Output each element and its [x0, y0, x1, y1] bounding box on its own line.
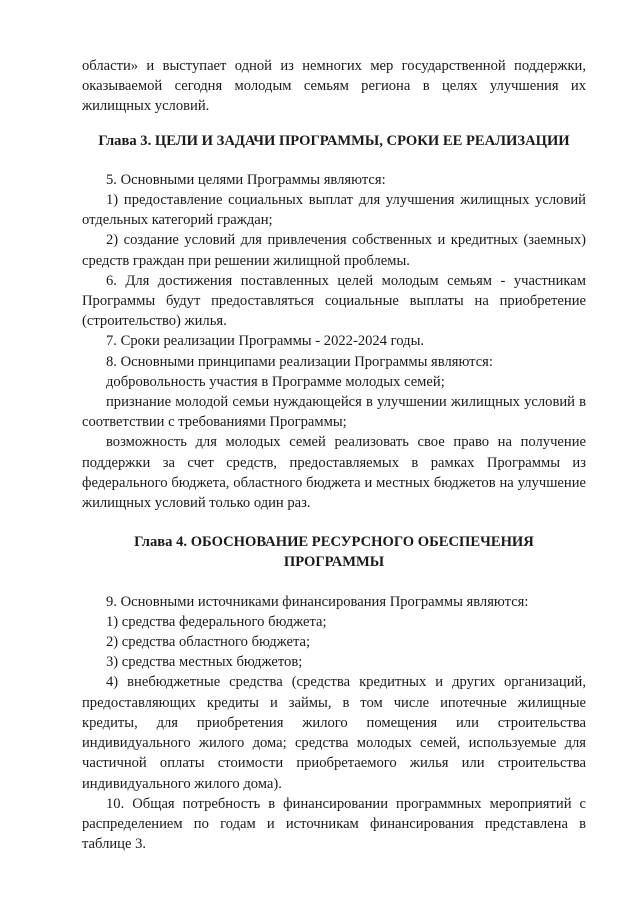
chapter-4-heading-line-2: ПРОГРАММЫ [283, 554, 385, 571]
principle-item-1: добровольность участия в Программе молодых семей; [106, 373, 445, 390]
source-item-3: 3) средства местных бюджетов; [106, 654, 303, 671]
intro-paragraph: области» и выступает одной из немногих мер государственной поддержки, оказываемой сегодня молодым семьям региона в целях улучшения их жилищных условий. [82, 58, 586, 115]
goal-item-2: 2) создание условий для привлечения собственных и кредитных (заемных) средств граждан при решении жилищной проблемы. [82, 232, 586, 269]
chapter-4-heading [82, 532, 586, 572]
paragraph-5: 5. Основными целями Программы являются: [106, 171, 386, 188]
chapter-3-heading: Глава 3. ЦЕЛИ И ЗАДАЧИ ПРОГРАММЫ, СРОКИ ЕЕ РЕАЛИЗАЦИИ [98, 132, 570, 149]
goal-item-1: 1) предоставление социальных выплат для улучшения жилищных условий отдельных категорий граждан; [82, 192, 586, 229]
source-item-4: 4) внебюджетные средства (средства кредитных и других организаций, предоставляющих кредиты и займы, в том числе ипотечные жилищные кредиты, для приобретения жилого помещения или строительства индивидуального жилого дома; средства молодых семей, используемые для частичной оплаты стоимости приобретаемого жилья или строительства индивидуального жилого дома). [82, 674, 586, 792]
source-item-1: 1) средства федерального бюджета; [106, 613, 327, 630]
source-item-2: 2) средства областного бюджета; [106, 634, 311, 651]
paragraph-9: 9. Основными источниками финансирования Программы являются: [106, 593, 529, 610]
principle-item-2: признание молодой семьи нуждающейся в улучшении жилищных условий в соответствии с требованиями Программы; [82, 394, 586, 431]
paragraph-8: 8. Основными принципами реализации Программы являются: [106, 353, 493, 370]
paragraph-6: 6. Для достижения поставленных целей молодым семьям - участникам Программы будут предоставляться социальные выплаты на приобретение (строительство) жилья. [82, 272, 586, 330]
principle-item-3: возможность для молодых семей реализовать свое право на получение поддержки за счет средств, предоставляемых в рамках Программы из федерального бюджета, областного бюджета и местных бюджетов на улучшение жилищных условий только один раз. [82, 434, 586, 512]
chapter-4-heading-line-1: Глава 4. ОБОСНОВАНИЕ РЕСУРСНОГО ОБЕСПЕЧЕНИЯ [134, 534, 534, 551]
paragraph-10: 10. Общая потребность в финансировании программных мероприятий с распределением по годам и источникам финансирования представлена в таблице 3. [82, 795, 586, 853]
paragraph-7: 7. Сроки реализации Программы - 2022-2024 годы. [106, 333, 425, 350]
